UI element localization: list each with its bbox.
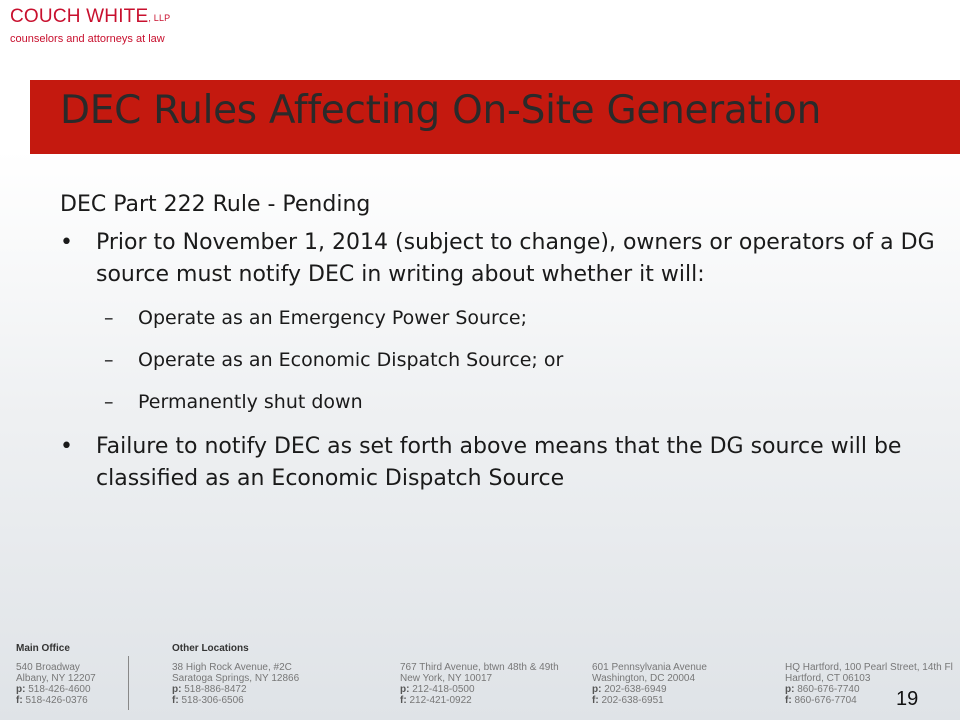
- address-line: 767 Third Avenue, btwn 48th & 49th: [400, 662, 559, 673]
- phone-line: p: 518-886-8472: [172, 684, 247, 695]
- fax-line: f: 202-638-6951: [592, 695, 664, 706]
- bullet-icon: •: [60, 230, 73, 255]
- brand-logo: [10, 6, 170, 45]
- address-line: 38 High Rock Avenue, #2C: [172, 662, 292, 673]
- address-line: HQ Hartford, 100 Pearl Street, 14th Fl: [785, 662, 953, 673]
- other-locations-label: Other Locations: [172, 643, 249, 654]
- footer-divider: [128, 656, 129, 710]
- fax-line: f: 860-676-7704: [785, 695, 857, 706]
- page-number: 19: [896, 688, 919, 710]
- bullet-text: Prior to November 1, 2014 (subject to change), owners or operators of a DG source must notify DEC in writing about whether it will:: [96, 230, 935, 287]
- dash-icon: –: [104, 349, 114, 371]
- address-line: 601 Pennsylvania Avenue: [592, 662, 707, 673]
- phone-line: p: 518-426-4600: [16, 684, 91, 695]
- sub-list: [60, 297, 940, 423]
- sub-item-text: Operate as an Economic Dispatch Source; or: [138, 349, 564, 371]
- bullet-icon: •: [60, 434, 73, 459]
- title-bar: [30, 80, 960, 154]
- sub-item-text: Permanently shut down: [138, 391, 363, 413]
- slide-title: DEC Rules Affecting On-Site Generation: [60, 88, 822, 133]
- brand-tagline: counselors and attorneys at law: [10, 33, 165, 45]
- sub-item: [60, 297, 940, 339]
- address-line: Saratoga Springs, NY 12866: [172, 673, 300, 684]
- phone-line: p: 860-676-7740: [785, 684, 860, 695]
- dash-icon: –: [104, 391, 114, 413]
- main-office-address: [16, 662, 96, 706]
- sub-item-text: Operate as an Emergency Power Source;: [138, 307, 527, 329]
- fax-line: f: 518-306-6506: [172, 695, 244, 706]
- location-address: [592, 662, 707, 706]
- brand-name: COUCH WHITE, LLP: [10, 6, 171, 27]
- bullet-text: Failure to notify DEC as set forth above means that the DG source will be classified as an Economic Dispatch Source: [96, 434, 902, 491]
- sub-item: [60, 339, 940, 381]
- location-address: [400, 662, 559, 706]
- address-line: Washington, DC 20004: [592, 673, 696, 684]
- phone-line: p: 212-418-0500: [400, 684, 475, 695]
- dash-icon: –: [104, 307, 114, 329]
- address-line: Hartford, CT 06103: [785, 673, 871, 684]
- address-line: 540 Broadway: [16, 662, 80, 673]
- phone-line: p: 202-638-6949: [592, 684, 667, 695]
- location-address: [172, 662, 299, 706]
- bullet-item: [60, 431, 940, 495]
- footer: [0, 640, 960, 720]
- location-address: [785, 662, 953, 706]
- brand-suffix: , LLP: [148, 13, 171, 23]
- address-line: New York, NY 10017: [400, 673, 493, 684]
- address-line: Albany, NY 12207: [16, 673, 96, 684]
- section-heading: DEC Part 222 Rule - Pending: [60, 192, 371, 217]
- sub-item: [60, 381, 940, 423]
- fax-line: f: 518-426-0376: [16, 695, 88, 706]
- slide-content: [60, 192, 940, 495]
- bullet-item: [60, 227, 940, 291]
- fax-line: f: 212-421-0922: [400, 695, 472, 706]
- main-office-label: Main Office: [16, 643, 70, 654]
